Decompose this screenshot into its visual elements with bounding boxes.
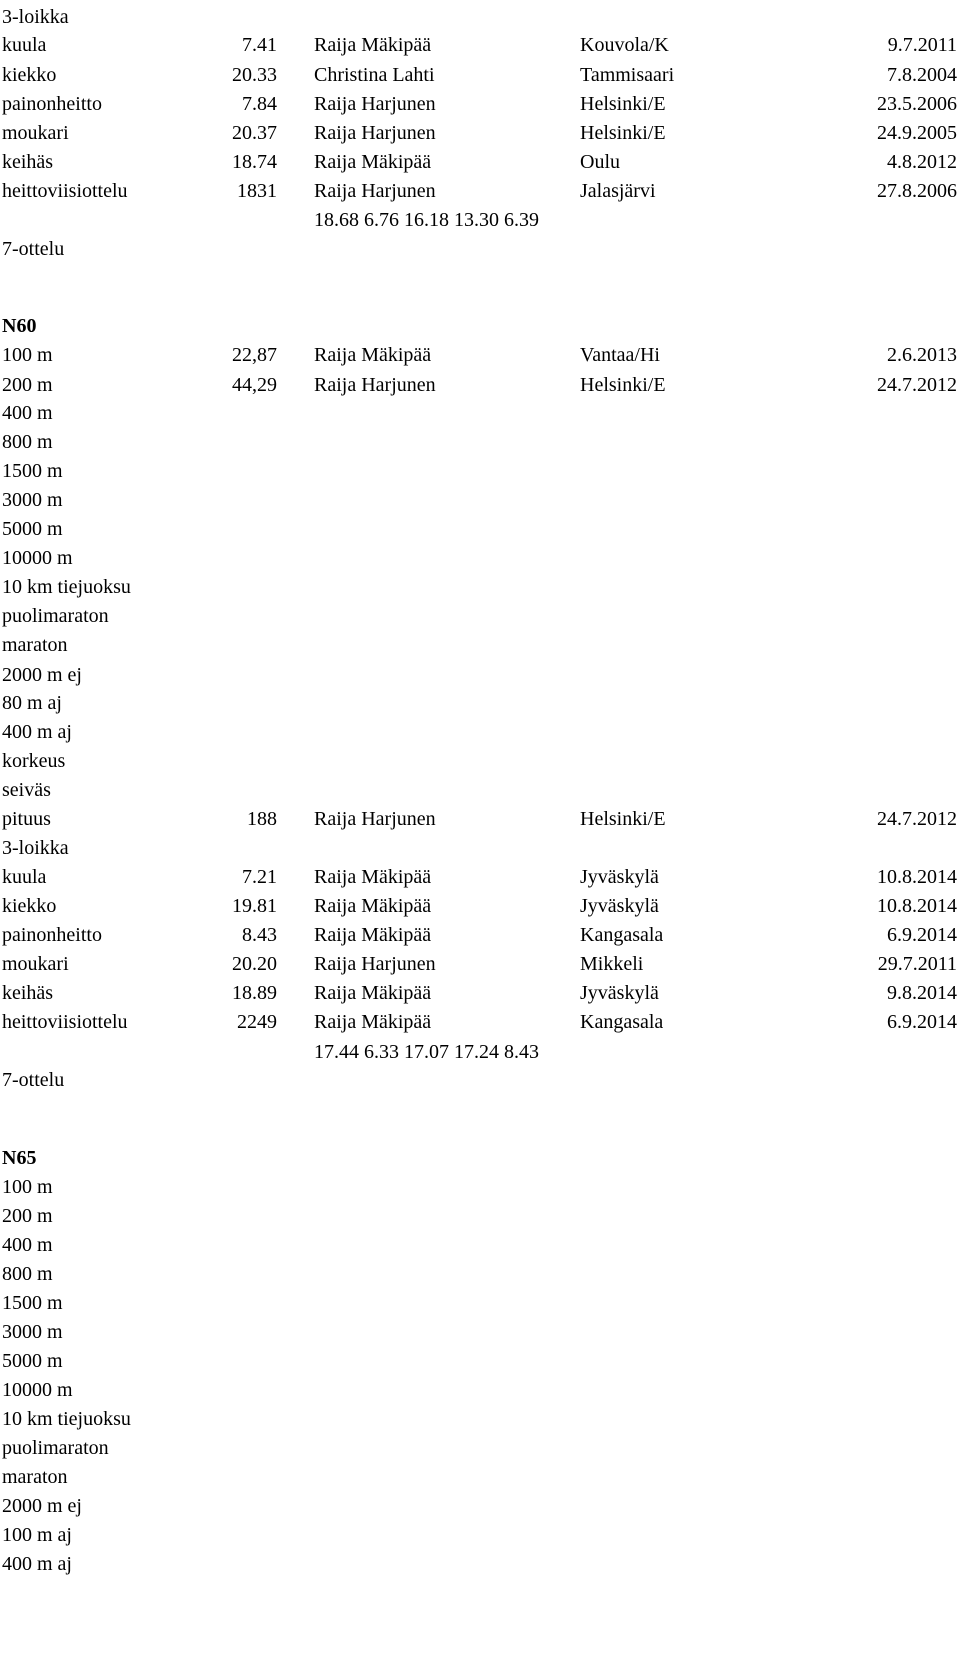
record-event: maraton — [2, 634, 68, 656]
record-event: 2000 m ej — [2, 664, 82, 686]
record-date: 9.7.2011 — [887, 34, 957, 56]
record-event: 400 m aj — [2, 1553, 72, 1575]
record-row — [0, 1065, 960, 1095]
record-row — [0, 978, 960, 1008]
split-results-row — [0, 205, 960, 235]
record-row — [0, 746, 960, 776]
record-row — [0, 1288, 960, 1318]
record-athlete: Raija Mäkipää — [314, 151, 432, 173]
record-place: Helsinki/E — [580, 374, 666, 396]
record-event: 800 m — [2, 1263, 53, 1285]
record-place: Helsinki/E — [580, 93, 666, 115]
section-heading: N65 — [2, 1147, 37, 1169]
record-place: Kangasala — [580, 1011, 664, 1033]
record-event: 7-ottelu — [2, 238, 65, 260]
record-event: maraton — [2, 1466, 68, 1488]
record-row — [0, 601, 960, 631]
record-athlete: Raija Harjunen — [314, 93, 436, 115]
record-event: 3000 m — [2, 489, 63, 511]
record-event: 800 m — [2, 431, 53, 453]
record-athlete: Raija Harjunen — [314, 180, 436, 202]
record-row — [0, 1317, 960, 1347]
record-result: 8.43 — [242, 924, 277, 946]
record-date: 6.9.2014 — [887, 1011, 957, 1033]
record-athlete: Raija Harjunen — [314, 808, 436, 830]
record-row — [0, 1007, 960, 1037]
record-row — [0, 862, 960, 892]
record-event: 3-loikka — [2, 837, 69, 859]
record-row — [0, 775, 960, 805]
record-event: 2000 m ej — [2, 1495, 82, 1517]
record-row — [0, 1259, 960, 1289]
record-result: 7.41 — [242, 34, 277, 56]
record-date: 23.5.2006 — [877, 93, 957, 115]
record-row — [0, 1346, 960, 1376]
record-event: 3-loikka — [2, 6, 69, 28]
record-row — [0, 118, 960, 148]
record-date: 27.8.2006 — [877, 180, 957, 202]
record-row — [0, 1549, 960, 1579]
record-event: 400 m — [2, 1234, 53, 1256]
record-athlete: Raija Mäkipää — [314, 1011, 432, 1033]
record-date: 7.8.2004 — [887, 64, 957, 86]
record-event: 10 km tiejuoksu — [2, 576, 131, 598]
record-athlete: Raija Harjunen — [314, 122, 436, 144]
record-place: Jyväskylä — [580, 982, 659, 1004]
record-row — [0, 920, 960, 950]
record-result: 44,29 — [232, 374, 277, 396]
record-result: 20.37 — [232, 122, 277, 144]
record-event: 1500 m — [2, 1292, 63, 1314]
record-place: Mikkeli — [580, 953, 644, 975]
record-athlete: Raija Mäkipää — [314, 34, 432, 56]
record-event: 5000 m — [2, 1350, 63, 1372]
record-row — [0, 543, 960, 573]
record-result: 20.20 — [232, 953, 277, 975]
record-athlete: Raija Harjunen — [314, 953, 436, 975]
record-event: painonheitto — [2, 924, 102, 946]
record-athlete: Raija Mäkipää — [314, 344, 432, 366]
split-results: 17.44 6.33 17.07 17.24 8.43 — [314, 1041, 539, 1063]
section-heading-row — [0, 1143, 960, 1173]
record-row — [0, 1172, 960, 1202]
record-row — [0, 485, 960, 515]
record-row — [0, 688, 960, 718]
record-event: 400 m — [2, 402, 53, 424]
record-event: 10000 m — [2, 1379, 73, 1401]
record-row — [0, 660, 960, 690]
record-result: 188 — [247, 808, 277, 830]
record-row — [0, 833, 960, 863]
record-date: 10.8.2014 — [877, 895, 957, 917]
record-row — [0, 572, 960, 602]
record-event: 1500 m — [2, 460, 63, 482]
record-result: 2249 — [237, 1011, 277, 1033]
record-athlete: Raija Mäkipää — [314, 895, 432, 917]
record-row — [0, 456, 960, 486]
record-row — [0, 514, 960, 544]
record-event: 100 m — [2, 1176, 53, 1198]
record-row — [0, 949, 960, 979]
record-result: 22,87 — [232, 344, 277, 366]
record-place: Kouvola/K — [580, 34, 669, 56]
record-event: 7-ottelu — [2, 1069, 65, 1091]
record-row — [0, 1375, 960, 1405]
record-place: Helsinki/E — [580, 122, 666, 144]
record-event: puolimaraton — [2, 605, 109, 627]
record-place: Oulu — [580, 151, 620, 173]
record-place: Jalasjärvi — [580, 180, 656, 202]
record-row — [0, 147, 960, 177]
record-event: 100 m aj — [2, 1524, 72, 1546]
record-date: 4.8.2012 — [887, 151, 957, 173]
record-row — [0, 1230, 960, 1260]
record-event: moukari — [2, 122, 69, 144]
record-row — [0, 1404, 960, 1434]
record-event: 100 m — [2, 344, 53, 366]
record-row — [0, 1491, 960, 1521]
record-result: 7.84 — [242, 93, 277, 115]
record-result: 19.81 — [232, 895, 277, 917]
section-heading: N60 — [2, 315, 37, 337]
record-row — [0, 1520, 960, 1550]
record-event: kuula — [2, 34, 47, 56]
record-place: Vantaa/Hi — [580, 344, 660, 366]
record-row — [0, 398, 960, 428]
record-event: kiekko — [2, 64, 57, 86]
record-row — [0, 891, 960, 921]
record-result: 18.74 — [232, 151, 277, 173]
record-event: keihäs — [2, 982, 54, 1004]
record-event: 400 m aj — [2, 721, 72, 743]
record-row — [0, 1201, 960, 1231]
record-place: Tammisaari — [580, 64, 675, 86]
record-place: Helsinki/E — [580, 808, 666, 830]
record-place: Jyväskylä — [580, 866, 659, 888]
record-athlete: Raija Mäkipää — [314, 924, 432, 946]
record-event: 200 m — [2, 1205, 53, 1227]
record-row — [0, 89, 960, 119]
record-row — [0, 717, 960, 747]
record-event: painonheitto — [2, 93, 102, 115]
record-event: 200 m — [2, 374, 53, 396]
record-athlete: Raija Mäkipää — [314, 866, 432, 888]
record-row — [0, 2, 960, 32]
record-event: keihäs — [2, 151, 54, 173]
record-date: 2.6.2013 — [887, 344, 957, 366]
record-event: 5000 m — [2, 518, 63, 540]
record-event: heittoviisiottelu — [2, 1011, 128, 1033]
record-date: 9.8.2014 — [887, 982, 957, 1004]
record-event: 10000 m — [2, 547, 73, 569]
record-row — [0, 630, 960, 660]
record-event: moukari — [2, 953, 69, 975]
record-event: seiväs — [2, 779, 51, 801]
record-row — [0, 1433, 960, 1463]
record-result: 1831 — [237, 180, 277, 202]
record-event: kiekko — [2, 895, 57, 917]
record-row — [0, 176, 960, 206]
record-event: 3000 m — [2, 1321, 63, 1343]
split-results-row — [0, 1037, 960, 1067]
record-row — [0, 340, 960, 370]
record-row — [0, 60, 960, 90]
record-event: 10 km tiejuoksu — [2, 1408, 131, 1430]
record-row — [0, 370, 960, 400]
record-date: 6.9.2014 — [887, 924, 957, 946]
record-place: Kangasala — [580, 924, 664, 946]
record-date: 29.7.2011 — [877, 953, 957, 975]
record-result: 7.21 — [242, 866, 277, 888]
record-event: korkeus — [2, 750, 66, 772]
record-date: 10.8.2014 — [877, 866, 957, 888]
record-result: 20.33 — [232, 64, 277, 86]
record-row — [0, 804, 960, 834]
record-date: 24.7.2012 — [877, 374, 957, 396]
split-results: 18.68 6.76 16.18 13.30 6.39 — [314, 209, 539, 231]
record-athlete: Raija Mäkipää — [314, 982, 432, 1004]
section-heading-row — [0, 311, 960, 341]
record-row — [0, 234, 960, 264]
record-event: puolimaraton — [2, 1437, 109, 1459]
record-row — [0, 427, 960, 457]
record-event: pituus — [2, 808, 51, 830]
record-athlete: Christina Lahti — [314, 64, 435, 86]
record-event: 80 m aj — [2, 692, 62, 714]
record-date: 24.7.2012 — [877, 808, 957, 830]
record-row — [0, 1462, 960, 1492]
record-event: heittoviisiottelu — [2, 180, 128, 202]
record-result: 18.89 — [232, 982, 277, 1004]
record-event: kuula — [2, 866, 47, 888]
record-date: 24.9.2005 — [877, 122, 957, 144]
record-athlete: Raija Harjunen — [314, 374, 436, 396]
record-place: Jyväskylä — [580, 895, 659, 917]
record-row — [0, 30, 960, 60]
